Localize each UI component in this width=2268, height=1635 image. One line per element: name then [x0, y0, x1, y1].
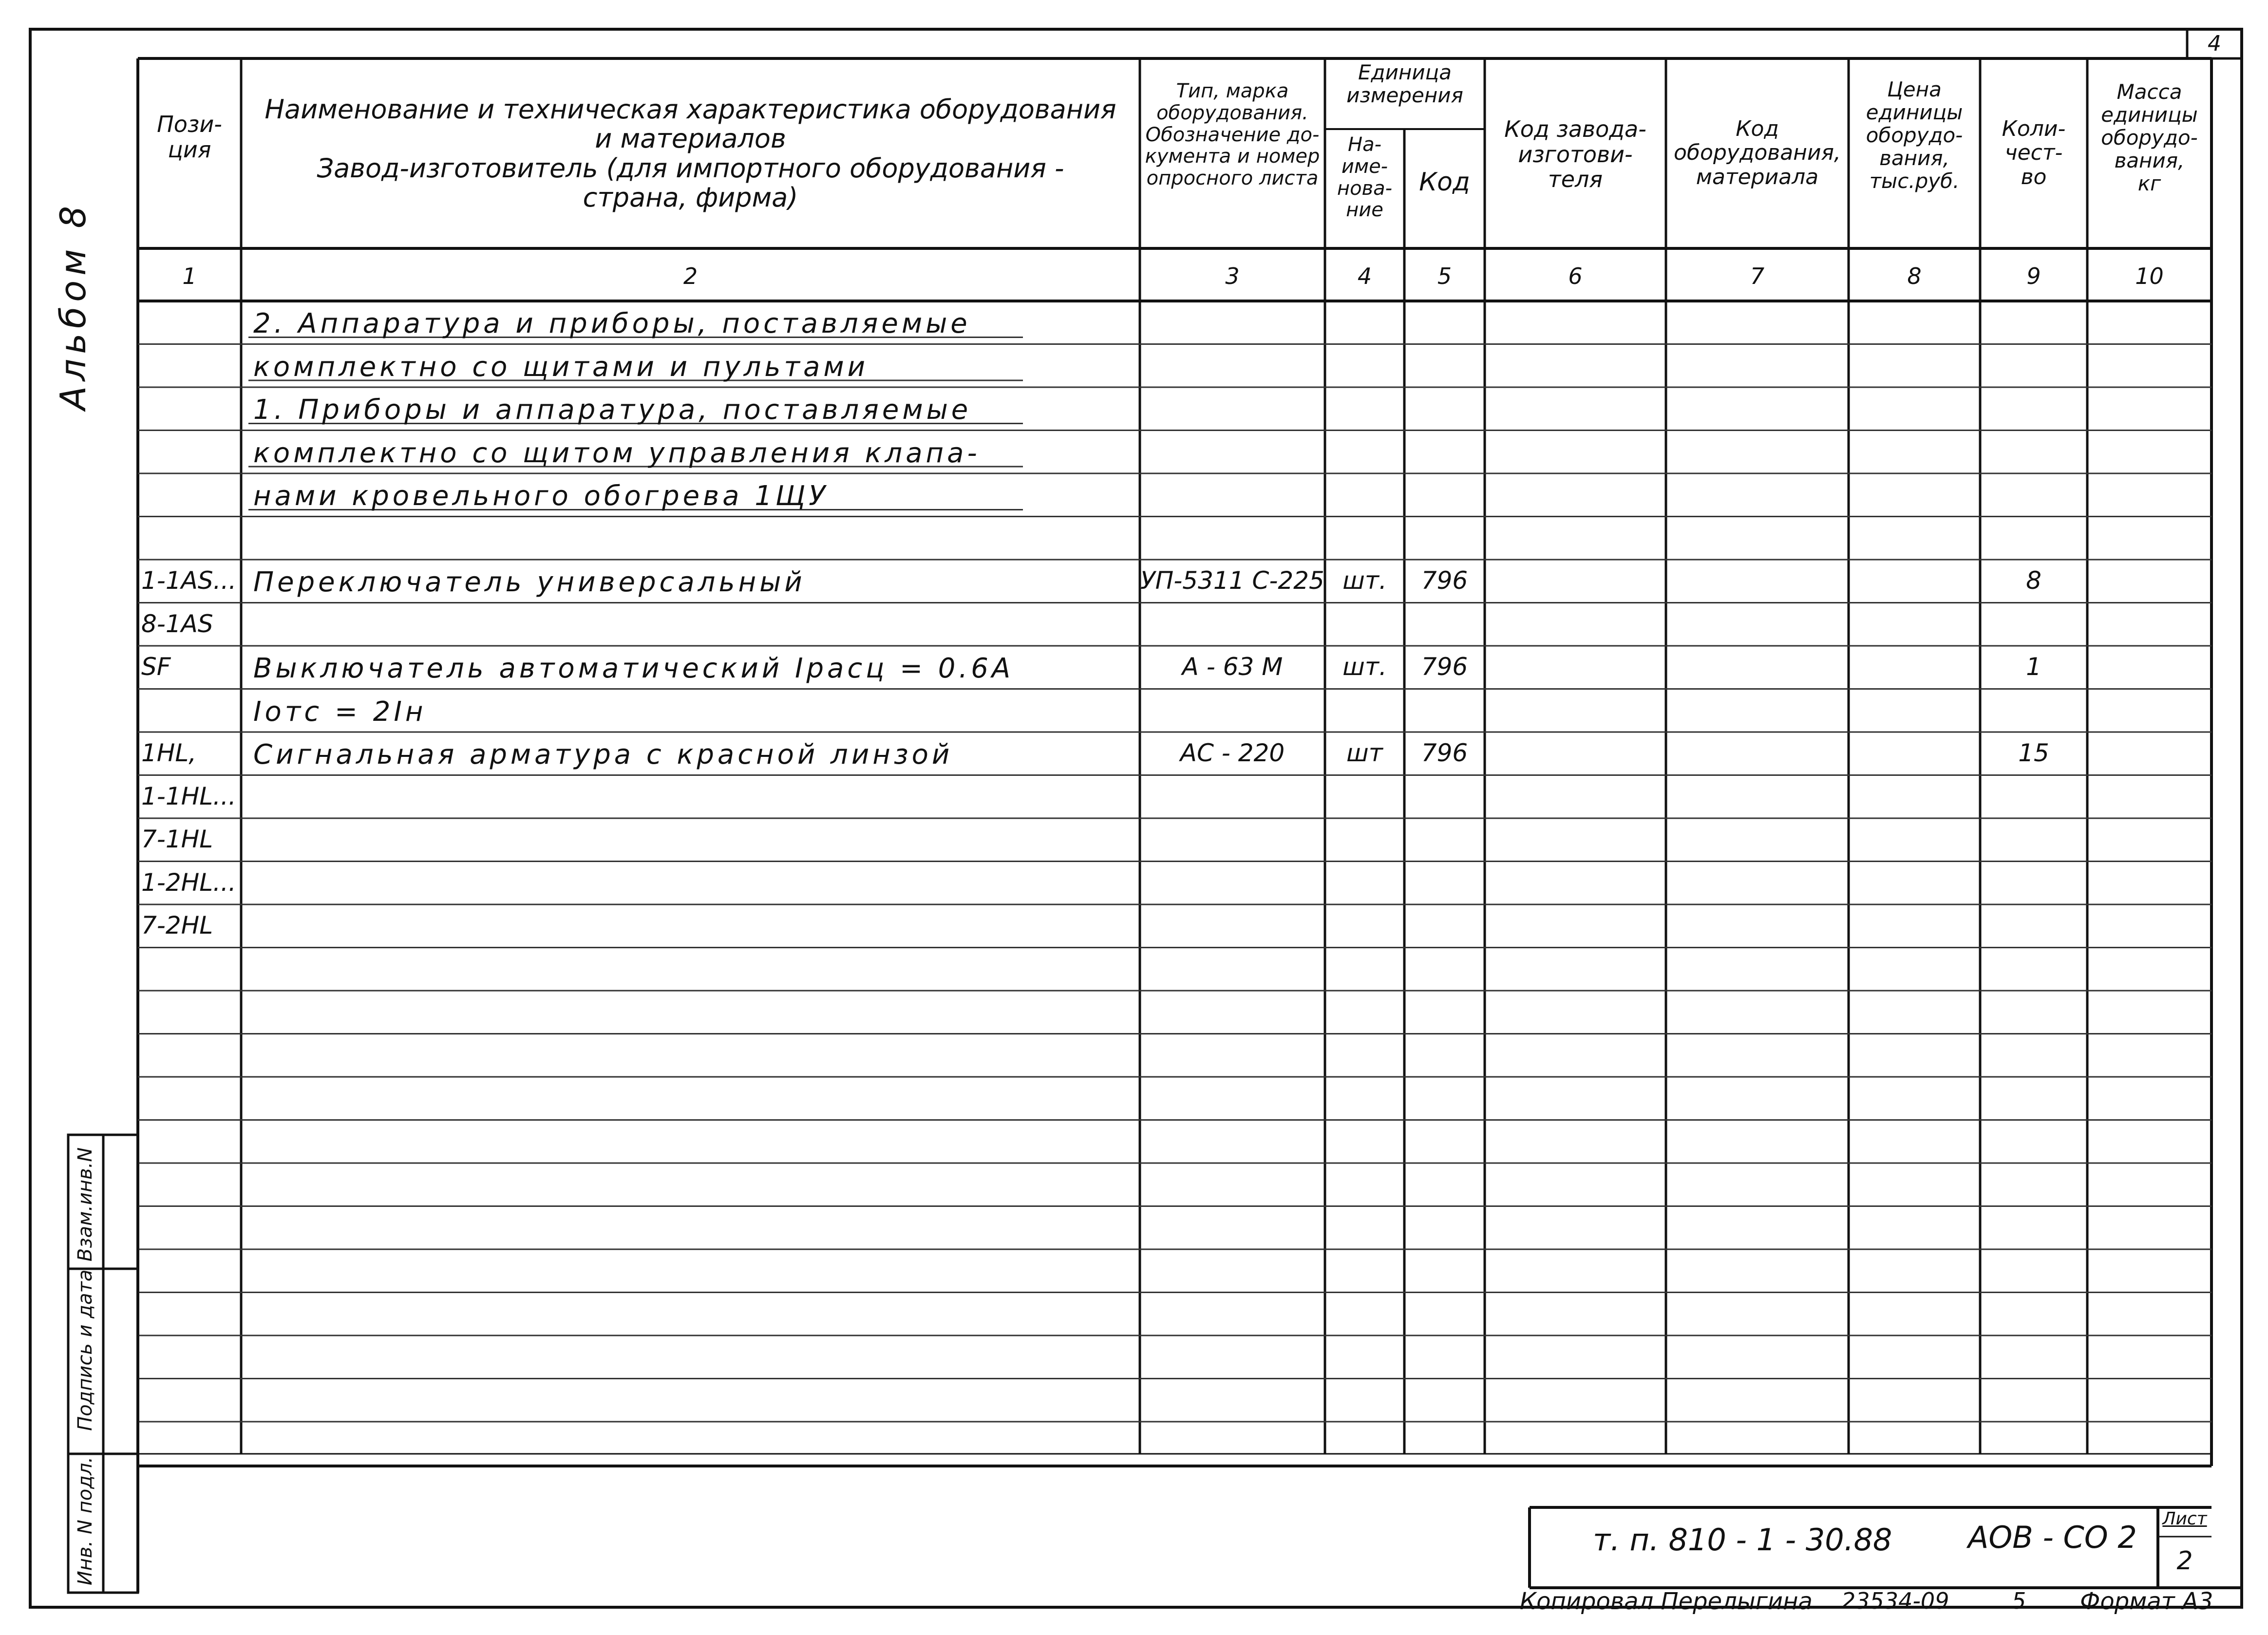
header-price: Цена единицы оборудо- вания, тыс.руб. [1866, 77, 1963, 193]
order-number: 23534-09 [1841, 1588, 1949, 1614]
name-cell: комплектно со щитами и пультами [253, 351, 869, 383]
name-cell: 2. Аппаратура и приборы, поставляемые [253, 308, 971, 339]
name-cell: нами кровельного обогрева 1ЩУ [253, 480, 829, 512]
position-cell: 1-1AS... [141, 566, 237, 595]
col-num-6: 6 [1568, 263, 1583, 289]
col-num-7: 7 [1750, 263, 1765, 289]
col-num-4: 4 [1357, 263, 1372, 289]
col-num-2: 2 [683, 263, 698, 289]
col-num-8: 8 [1907, 263, 1922, 289]
position-cell: 1-1HL... [141, 782, 236, 810]
project-number: т. п. 810 - 1 - 30.88 [1593, 1522, 1892, 1558]
header-type: Тип, марка оборудования. Обозначение до- кумента и номер опросного листа [1145, 80, 1320, 190]
header-quantity: Коли- чест- во [2002, 116, 2066, 189]
stamp-signature-date: Подпись и дата [74, 1269, 96, 1431]
sheet-label: Лист [2162, 1509, 2207, 1529]
name-cell: Переключатель универсальный [253, 566, 806, 598]
sheet-number: 2 [2176, 1546, 2193, 1576]
type-cell: АС - 220 [1180, 739, 1285, 767]
unit-name-cell: шт. [1342, 653, 1387, 681]
quantity-cell: 1 [2026, 653, 2041, 681]
quantity-cell: 15 [2018, 739, 2049, 767]
position-cell: SF [141, 653, 171, 681]
stamp-replacement-inv: Взам.инв.N [74, 1147, 96, 1262]
col-num-10: 10 [2135, 263, 2164, 289]
col-num-5: 5 [1437, 263, 1452, 289]
header-mass: Масса единицы оборудо- вания, кг [2101, 80, 2198, 196]
order-sheet: 5 [2012, 1588, 2026, 1614]
type-cell: УП-5311 С-225 [1140, 566, 1324, 595]
copied-by: Копировал Перелыгина [1520, 1588, 1813, 1615]
header-unit-name: На- име- нова- ние [1337, 133, 1393, 222]
unit-name-cell: шт [1346, 739, 1383, 767]
name-cell: Сигнальная арматура с красной линзой [253, 739, 953, 771]
header-factory-code: Код завода- изготови- теля [1504, 116, 1646, 193]
position-cell: 7-2HL [141, 911, 213, 940]
header-unit-code: Код [1419, 168, 1470, 197]
header-equipment-code: Код оборудования, материала [1674, 116, 1841, 189]
unit-code-cell: 796 [1421, 653, 1468, 681]
name-cell: Iотс = 2Iн [253, 695, 427, 728]
paper-format: Формат А3 [2080, 1588, 2213, 1615]
col-num-1: 1 [182, 263, 197, 289]
unit-name-cell: шт. [1342, 566, 1387, 595]
name-cell: 1. Приборы и аппаратура, поставляемые [253, 394, 972, 426]
col-num-3: 3 [1225, 263, 1240, 289]
position-cell: 1HL, [141, 739, 197, 767]
unit-code-cell: 796 [1421, 739, 1468, 767]
header-position: Пози- ция [157, 111, 222, 163]
header-name: Наименование и техническая характеристика оборудования и материалов Завод-изготовитель (для импортного оборудования - страна, фирма) [265, 94, 1116, 213]
col-num-9: 9 [2026, 263, 2041, 289]
name-cell: комплектно со щитом управления клапа- [253, 437, 981, 469]
header-unit-group: Единица измерения [1346, 60, 1463, 108]
stamp-inv-podl: Инв. N подл. [74, 1456, 96, 1586]
name-cell: Выключатель автоматический Iрасц = 0.6А [253, 653, 1014, 684]
quantity-cell: 8 [2026, 566, 2041, 595]
document-code: АОВ - СО 2 [1968, 1520, 2137, 1555]
type-cell: А - 63 М [1182, 653, 1283, 681]
position-cell: 8-1AS [141, 609, 213, 638]
position-cell: 1-2HL... [141, 868, 236, 897]
corner-sheet-number: 4 [2208, 31, 2221, 56]
album-label: Альбом 8 [53, 201, 94, 410]
unit-code-cell: 796 [1421, 566, 1468, 595]
position-cell: 7-1HL [141, 825, 213, 853]
